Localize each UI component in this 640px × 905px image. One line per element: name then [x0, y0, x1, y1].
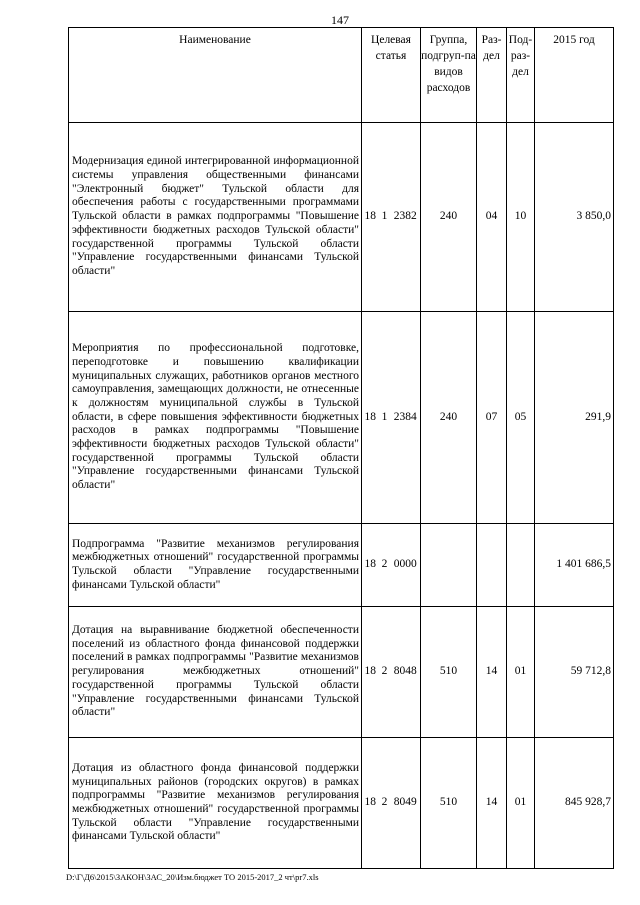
row-subsection	[507, 524, 535, 607]
row-code1: 18	[362, 524, 379, 607]
row-group: 510	[421, 607, 477, 738]
row-code3: 0000	[391, 524, 421, 607]
row-subsection: 10	[507, 123, 535, 312]
row-name: Подпрограмма "Развитие механизмов регулирования межбюджетных отношений" государственной программы Тульской области "Управление государственными финансами Тульской области"	[69, 524, 362, 607]
header-name: Наименование	[69, 28, 362, 123]
row-subsection: 01	[507, 607, 535, 738]
table-row	[69, 524, 614, 607]
row-name: Дотация на выравнивание бюджетной обеспеченности поселений из областного фонда финансовой поддержки поселений в рамках подпрограммы "Развитие механизмов регулирования межбюджетных отношений" государственной программы Тульской области "Управление государственными финансами Тульской области"	[69, 607, 362, 738]
row-name: Модернизация единой интегрированной информационной системы управления общественными финансами "Электронный бюджет" Тульской области для обеспечения работы с государственными программами Тульской области в рамках подпрограммы "Повышение эффективности бюджетных расходов Тульской области" государственной программы Тульской области "Управление государственными финансами Тульской области"	[69, 123, 362, 312]
row-code3: 8049	[391, 738, 421, 869]
row-code1: 18	[362, 123, 379, 312]
page-number: 147	[331, 13, 349, 27]
row-section: 07	[477, 312, 507, 524]
header-group: Группа, подгруп-па видов расходов	[421, 28, 477, 123]
row-code2: 1	[379, 123, 391, 312]
row-subsection: 05	[507, 312, 535, 524]
row-group: 240	[421, 312, 477, 524]
row-section: 04	[477, 123, 507, 312]
header-section: Раз-дел	[477, 28, 507, 123]
table-row	[69, 312, 614, 524]
row-code1: 18	[362, 738, 379, 869]
row-amount: 1 401 686,5	[535, 524, 614, 607]
row-section: 14	[477, 607, 507, 738]
row-amount: 845 928,7	[535, 738, 614, 869]
table-row	[69, 607, 614, 738]
row-group	[421, 524, 477, 607]
row-section	[477, 524, 507, 607]
header-target-article: Целевая статья	[362, 28, 421, 123]
row-code2: 1	[379, 312, 391, 524]
row-amount: 291,9	[535, 312, 614, 524]
row-code2: 2	[379, 524, 391, 607]
table-row	[69, 738, 614, 869]
row-section: 14	[477, 738, 507, 869]
row-amount: 59 712,8	[535, 607, 614, 738]
row-code1: 18	[362, 607, 379, 738]
budget-table	[68, 27, 614, 869]
table-header-row	[69, 28, 614, 123]
row-code3: 2384	[391, 312, 421, 524]
row-code2: 2	[379, 607, 391, 738]
row-code1: 18	[362, 312, 379, 524]
row-code2: 2	[379, 738, 391, 869]
file-path-footer: D:\Г\Д6\2015\ЗАКОН\ЗАС_20\Изм.бюджет ТО 2015-2017_2 чт\pr7.xls	[66, 872, 319, 882]
row-subsection: 01	[507, 738, 535, 869]
table-row	[69, 123, 614, 312]
row-name: Дотация из областного фонда финансовой поддержки муниципальных районов (городских округов) в рамках подпрограммы "Развитие механизмов регулирования межбюджетных отношений" государственной программы Тульской области "Управление государственными финансами Тульской области"	[69, 738, 362, 869]
row-code3: 2382	[391, 123, 421, 312]
row-name: Мероприятия по профессиональной подготовке, переподготовке и повышению квалификации муниципальных служащих, работников органов местного самоуправления, замещающих должности, не отнесенные к должностям муниципальной службы в Тульской области, в сфере повышения эффективности бюджетных расходов в рамках подпрограммы "Повышение эффективности бюджетных расходов Тульской области" государственной программы Тульской области "Управление государственными финансами Тульской области"	[69, 312, 362, 524]
row-group: 510	[421, 738, 477, 869]
row-code3: 8048	[391, 607, 421, 738]
row-group: 240	[421, 123, 477, 312]
header-year: 2015 год	[535, 28, 614, 123]
row-amount: 3 850,0	[535, 123, 614, 312]
header-subsection: Под-раз-дел	[507, 28, 535, 123]
